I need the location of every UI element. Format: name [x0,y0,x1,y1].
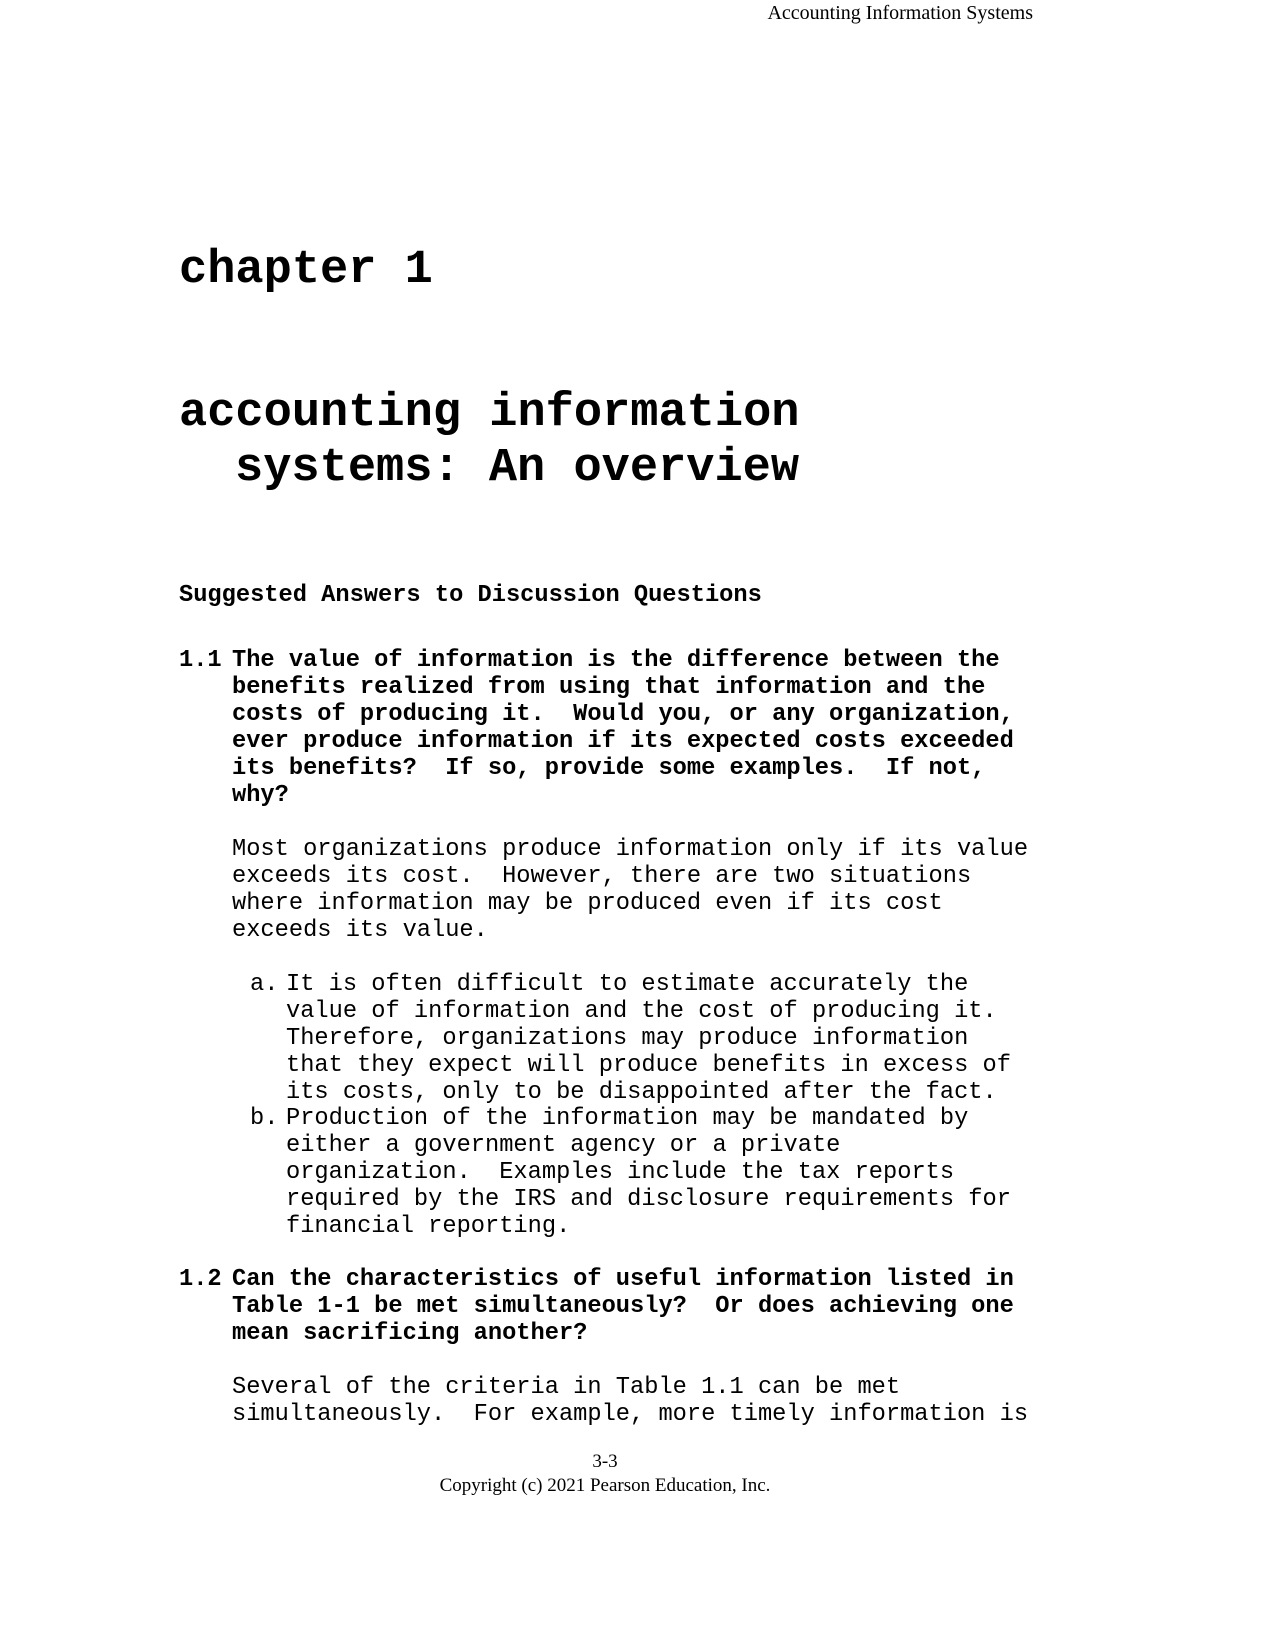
chapter-label: chapter 1 [179,244,433,297]
answer-text: Most organizations produce information only if its value exceeds its cost. However, there are two situations where information may be produced even if its cost exceeds its value. [232,836,1029,944]
list-item: Production of the information may be mandated by either a government agency or a private organization. Examples include the tax reports required by the IRS and disclosure requirements for financial reporting. [286,1105,1011,1240]
list-item: It is often difficult to estimate accurately the value of information and the cost of producing it. Therefore, organizations may produce information that they expect will produce benefits in excess of its costs, only to be disappointed after the fact. [286,971,1011,1106]
page-footer [0,1450,1210,1498]
section-heading: Suggested Answers to Discussion Questions [179,582,762,609]
list-marker: a. [250,971,279,998]
page-number: 3-3 [592,1451,618,1472]
copyright: Copyright (c) 2021 Pearson Education, Inc. [439,1475,771,1496]
answer-text: Several of the criteria in Table 1.1 can be met simultaneously. For example, more timely information is [232,1374,1029,1428]
list-marker: b. [250,1105,279,1132]
chapter-title-line1: accounting information [179,387,800,440]
question-number: 1.2 [179,1266,222,1293]
chapter-title-line2: systems: An overview [235,442,800,495]
question-text: Can the characteristics of useful information listed in Table 1-1 be met simultaneously? Or does achieving one mean sacrificing another? [232,1266,1014,1347]
running-header: Accounting Information Systems [767,2,1033,24]
question-number: 1.1 [179,647,222,674]
question-text: The value of information is the difference between the benefits realized from using that information and the costs of producing it. Would you, or any organization, ever produce information if its expected costs exceeded its benefits? If so, provide some examples. If not, why? [232,647,1014,809]
